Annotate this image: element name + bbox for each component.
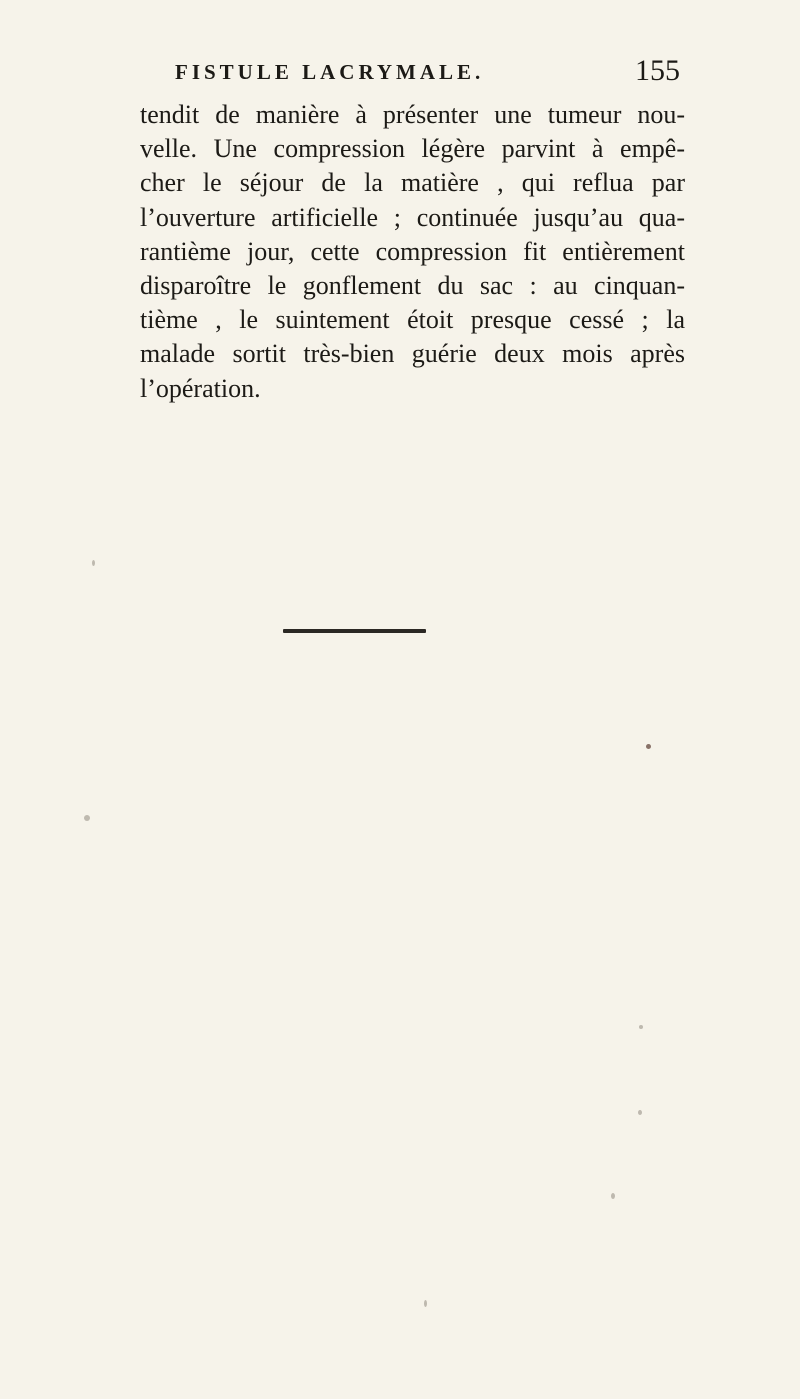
paper-speck (92, 560, 95, 566)
text-line: l’opération. (140, 373, 261, 403)
running-header (175, 54, 680, 94)
paper-speck (639, 1025, 643, 1029)
paper-speck (611, 1193, 615, 1199)
text-line: rantième jour, cette compression fit entièrement (140, 236, 685, 266)
page-number: 155 (635, 54, 680, 87)
text-line: cher le séjour de la matière , qui reflua par (140, 168, 685, 198)
paper-speck (84, 815, 90, 821)
paper-speck (646, 744, 651, 749)
paper-speck (638, 1110, 642, 1115)
text-line: disparoître le gonflement du sac : au cinquan- (140, 270, 685, 300)
text-line: malade sortit très-bien guérie deux mois après (140, 339, 685, 369)
text-line: l’ouverture artificielle ; continuée jusqu’au qua- (140, 202, 685, 232)
paper-speck (424, 1300, 427, 1307)
end-rule (283, 629, 426, 633)
text-line: tième , le suintement étoit presque cessé ; la (140, 305, 685, 335)
body-paragraph (140, 98, 685, 406)
text-line: velle. Une compression légère parvint à empê- (140, 134, 685, 164)
text-line: tendit de manière à présenter une tumeur nou- (140, 100, 685, 129)
running-title: FISTULE LACRYMALE. (175, 60, 485, 84)
